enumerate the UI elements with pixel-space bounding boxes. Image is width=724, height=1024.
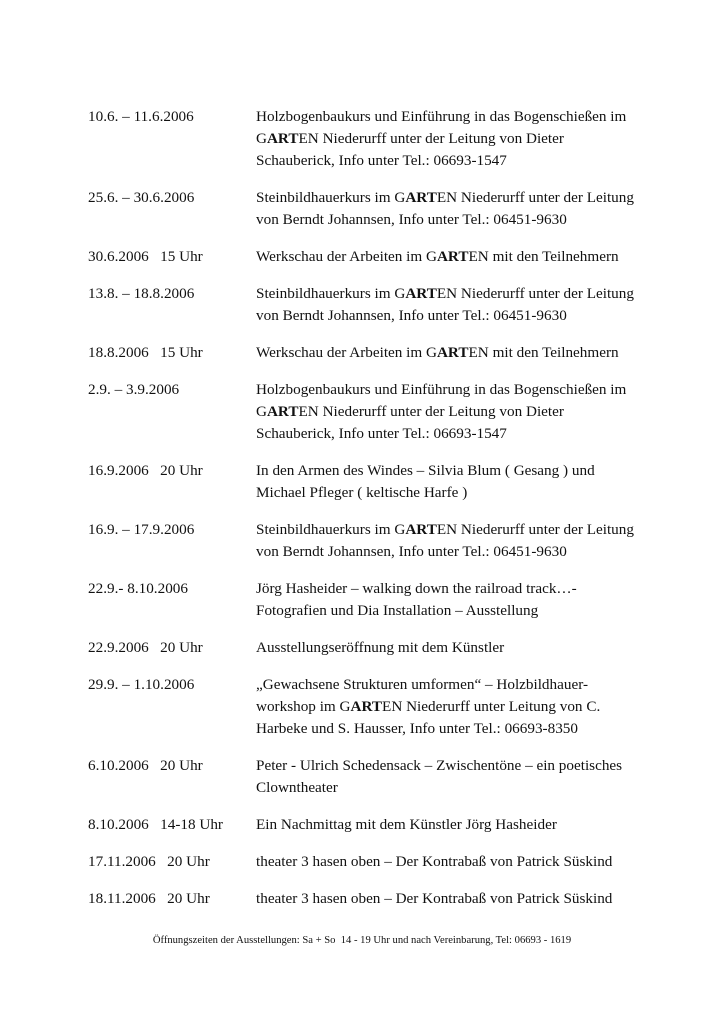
event-row	[88, 888, 668, 910]
event-description-line: Jörg Hasheider – walking down the railroad track…-	[256, 580, 577, 597]
event-description-line: GARTEN Niederurff unter der Leitung von Dieter	[256, 130, 564, 147]
garten-art-emphasis: ART	[266, 130, 299, 147]
garten-art-emphasis: ART	[405, 189, 437, 206]
event-description	[256, 519, 668, 563]
event-row	[88, 187, 668, 231]
event-description-line: Ausstellungseröffnung mit dem Künstler	[256, 639, 505, 656]
event-description	[256, 888, 668, 910]
event-description-line: workshop im GARTEN Niederurff unter Leitung von C.	[256, 698, 601, 715]
event-description	[256, 187, 668, 231]
event-description-line: Schauberick, Info unter Tel.: 06693-1547	[256, 425, 507, 442]
event-row	[88, 578, 668, 622]
event-date: 30.6.2006 15 Uhr	[88, 248, 203, 265]
event-date: 17.11.2006 20 Uhr	[88, 853, 210, 870]
event-description-line: Werkschau der Arbeiten im GARTEN mit den Teilnehmern	[256, 344, 619, 361]
event-row	[88, 755, 668, 799]
event-description	[256, 460, 668, 504]
event-date: 8.10.2006 14-18 Uhr	[88, 816, 223, 833]
footer-opening-hours: Öffnungszeiten der Ausstellungen: Sa + So 14 - 19 Uhr und nach Vereinbarung, Tel: 06693 - 1619	[152, 935, 572, 946]
event-description-line: theater 3 hasen oben – Der Kontrabaß von Patrick Süskind	[256, 853, 613, 870]
event-description	[256, 851, 668, 873]
event-description-line: theater 3 hasen oben – Der Kontrabaß von Patrick Süskind	[256, 890, 613, 907]
event-description	[256, 578, 668, 622]
garten-art-emphasis: ART	[436, 344, 469, 361]
event-row	[88, 637, 668, 659]
garten-art-emphasis: ART	[436, 248, 469, 265]
event-description-line: In den Armen des Windes – Silvia Blum ( Gesang ) und	[256, 462, 595, 479]
event-description-line: Steinbildhauerkurs im GARTEN Niederurff unter der Leitung	[256, 189, 634, 206]
event-description-line: Werkschau der Arbeiten im GARTEN mit den Teilnehmern	[256, 248, 619, 265]
event-row	[88, 519, 668, 563]
event-description	[256, 755, 668, 799]
event-row	[88, 814, 668, 836]
event-description-line: Clowntheater	[256, 779, 338, 796]
event-list	[88, 106, 668, 925]
event-description-line: Holzbogenbaukurs und Einführung in das Bogenschießen im	[256, 108, 627, 125]
event-description	[256, 283, 668, 327]
event-description-line: GARTEN Niederurff unter der Leitung von Dieter	[256, 403, 564, 420]
event-description	[256, 379, 668, 445]
event-date: 18.11.2006 20 Uhr	[88, 890, 210, 907]
event-date: 6.10.2006 20 Uhr	[88, 757, 203, 774]
event-date: 13.8. – 18.8.2006	[88, 285, 195, 302]
event-date: 29.9. – 1.10.2006	[88, 676, 195, 693]
event-description-line: „Gewachsene Strukturen umformen“ – Holzbildhauer-	[256, 676, 589, 693]
event-description-line: von Berndt Johannsen, Info unter Tel.: 06451-9630	[256, 211, 567, 228]
event-row	[88, 106, 668, 172]
event-row	[88, 379, 668, 445]
event-description-line: Holzbogenbaukurs und Einführung in das Bogenschießen im	[256, 381, 627, 398]
event-description	[256, 637, 668, 659]
garten-art-emphasis: ART	[350, 698, 383, 715]
event-description	[256, 246, 668, 268]
event-description-line: von Berndt Johannsen, Info unter Tel.: 06451-9630	[256, 543, 567, 560]
event-date: 22.9.2006 20 Uhr	[88, 639, 203, 656]
event-description	[256, 674, 668, 740]
event-date: 18.8.2006 15 Uhr	[88, 344, 203, 361]
event-description	[256, 342, 668, 364]
event-description-line: Steinbildhauerkurs im GARTEN Niederurff unter der Leitung	[256, 521, 634, 538]
event-description-line: von Berndt Johannsen, Info unter Tel.: 06451-9630	[256, 307, 567, 324]
garten-art-emphasis: ART	[405, 285, 437, 302]
event-row	[88, 460, 668, 504]
event-row	[88, 674, 668, 740]
event-date: 16.9.2006 20 Uhr	[88, 462, 203, 479]
event-description	[256, 106, 668, 172]
event-date: 10.6. – 11.6.2006	[88, 108, 194, 125]
event-description-line: Schauberick, Info unter Tel.: 06693-1547	[256, 152, 507, 169]
event-description-line: Harbeke und S. Hausser, Info unter Tel.: 06693-8350	[256, 720, 578, 737]
event-description-line: Steinbildhauerkurs im GARTEN Niederurff unter der Leitung	[256, 285, 634, 302]
event-date: 2.9. – 3.9.2006	[88, 381, 180, 398]
event-description-line: Michael Pfleger ( keltische Harfe )	[256, 484, 468, 501]
garten-art-emphasis: ART	[266, 403, 299, 420]
event-date: 16.9. – 17.9.2006	[88, 521, 195, 538]
event-description-line: Peter - Ulrich Schedensack – Zwischentöne – ein poetisches	[256, 757, 623, 774]
event-row	[88, 246, 668, 268]
garten-art-emphasis: ART	[405, 521, 437, 538]
event-description	[256, 814, 668, 836]
event-date: 22.9.- 8.10.2006	[88, 580, 188, 597]
event-description-line: Ein Nachmittag mit dem Künstler Jörg Hasheider	[256, 816, 557, 833]
event-description-line: Fotografien und Dia Installation – Ausstellung	[256, 602, 539, 619]
event-row	[88, 342, 668, 364]
event-row	[88, 283, 668, 327]
event-date: 25.6. – 30.6.2006	[88, 189, 195, 206]
event-row	[88, 851, 668, 873]
